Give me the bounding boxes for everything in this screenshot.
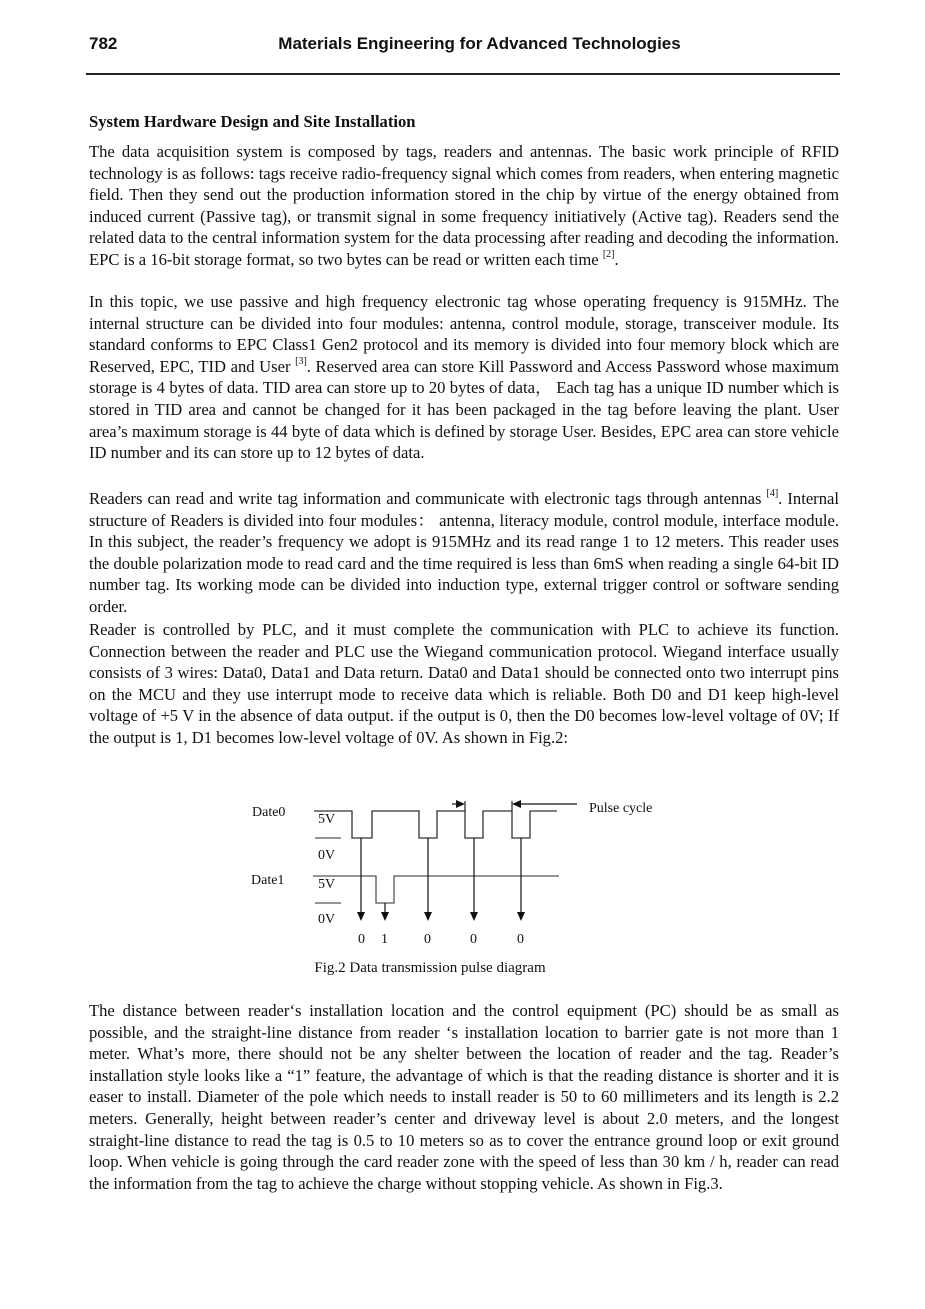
figure-caption: Fig.2 Data transmission pulse diagram [314, 960, 546, 976]
data0-low-level: 0V [318, 848, 336, 863]
page-number: 782 [89, 34, 118, 53]
pulse-cycle-label: Pulse cycle [589, 801, 653, 816]
paragraph-readers: Readers can read and write tag information and communicate with electronic tags through antennas [4]. Internal structure of Readers is divided into four modules： antenna, literacy module, control module, interface module. In this subject, the reader’s frequency we adopt is 915MHz and its read range 1 to 12 meters. This reader uses the double polarization mode to read card and the time required is less than 6mS when reading a single 64-bit ID number tag. Its working mode can be divided into induction type, external trigger control or software sending order. [89, 488, 839, 616]
data1-low-level: 0V [318, 912, 336, 927]
running-head [89, 34, 840, 58]
data1-high-level: 5V [318, 877, 336, 892]
bit-value: 0 [358, 932, 365, 947]
paragraph-rfid-principle: The data acquisition system is composed by tags, readers and antennas. The basic work principle of RFID technology is as follows: tags receive radio-frequency signal which comes from readers, when entering magnetic field. Then they send out the production information stored in the chip by virtue of the energy obtained from induced current (Passive tag), or transmit signal in some frequency initiatively (Active tag). Readers send the related data to the central information system for the data processing after reading and decoding the information. EPC is a 16-bit storage format, so two bytes can be read or written each time [2]. [89, 142, 839, 269]
data0-high-level: 5V [318, 812, 336, 827]
paragraph-tag-structure: In this topic, we use passive and high frequency electronic tag whose operating frequency is 915MHz. The internal structure can be divided into four modules: antenna, control module, storage, transceiver module. Its standard conforms to EPC Class1 Gen2 protocol and its memory is divided into four memory block which are Reserved, EPC, TID and User [3]. Reserved area can store Kill Password and Access Password whose maximum storage is 4 bytes of data. TID area can store up to 20 bytes of data， Each tag has a unique ID number which is stored in TID area and cannot be changed for it has been packaged in the tag before leaving the plant. User area’s maximum storage is 44 byte of data which is defined by storage User. Besides, EPC area can store vehicle ID number and its can store up to 12 bytes of data. [89, 292, 839, 463]
data0-label: Date0 [252, 805, 286, 820]
bit-value: 0 [517, 932, 524, 947]
paragraph-installation: The distance between reader‘s installation location and the control equipment (PC) should be as small as possible, and the straight-line distance from reader ‘s installation location to barrier gate is not more than 1 meter. What’s more, there should not be any shelter between the location of reader and the tag. Reader’s installation style looks like a “1” feature, the advantage of which is that the reading distance is shorter and it is easer to install. Diameter of the pole which needs to install reader is 50 to 60 millimeters and its length is 2.2 meters. Generally, height between reader’s center and driveway level is about 2.0 meters, and the longest straight-line distance to read the tag is 0.5 to 10 meters so as to cover the entrance ground loop or exit ground loop. When vehicle is going through the card reader zone with the speed of less than 30 km / h, reader can read the information from the tag to achieve the charge without stopping vehicle. As shown in Fig.3. [89, 1001, 839, 1193]
citation: [3] [295, 356, 307, 368]
data0-waveform [314, 811, 557, 838]
journal-title: Materials Engineering for Advanced Technologies [278, 34, 681, 53]
citation: [2] [602, 249, 615, 261]
citation: [4] [766, 488, 779, 500]
data1-label: Date1 [251, 873, 285, 888]
bit-value: 0 [424, 932, 431, 947]
bit-value: 1 [381, 932, 388, 947]
paragraph-wiegand: Reader is controlled by PLC, and it must complete the communication with PLC to achieve its function. Connection between the reader and PLC use the Wiegand communication protocol. Wiegand interface usually consists of 3 wires: Data0, Data1 and Data return. Data0 and Data1 should be connected onto two interrupt pins on the MCU and they use interrupt mode to receive data which is reliable. Both D0 and D1 keep high-level voltage of +5 V in the absence of data output. if the output is 0, then the D0 becomes low-level voltage of 0V; If the output is 1, D1 becomes low-level voltage of 0V. As shown in Fig.2: [89, 620, 839, 747]
pulse-diagram [240, 790, 680, 960]
header-rule [86, 73, 840, 75]
data1-waveform [313, 876, 559, 903]
bit-value: 0 [470, 932, 477, 947]
section-heading: System Hardware Design and Site Installation [89, 112, 416, 131]
